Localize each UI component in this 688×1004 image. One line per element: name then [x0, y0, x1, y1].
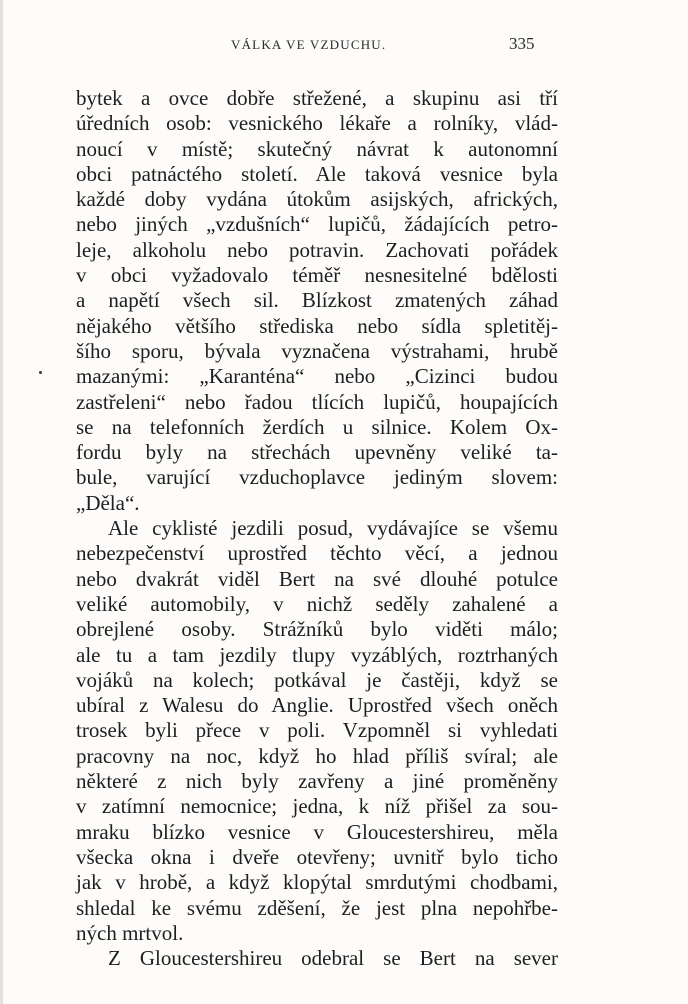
text-line: shledal ke svému zděšení, že jest plna nepohřbe- [76, 895, 558, 920]
text-line: ubíral z Walesu do Anglie. Uprostřed všech oněch [76, 693, 558, 718]
text-line: některé z nich byly zavřeny a jiné proměněny [76, 769, 558, 794]
text-line: pracovny na noc, když ho hlad příliš svíral; ale [76, 743, 558, 768]
page-edge-shadow [0, 0, 3, 1004]
text-line: bule, varující vzduchoplavce jediným slovem: [76, 465, 558, 490]
text-line: a napětí všech sil. Blízkost zmatených záhad [76, 288, 558, 313]
text-line: nebo jiných „vzdušních“ lupičů, žádajících petro- [76, 212, 558, 237]
text-line: v obci vyžadovalo téměř nesnesitelné bdělosti [76, 263, 558, 288]
text-line: zastřeleni“ nebo řadou tlících lupičů, houpajících [76, 389, 558, 414]
text-line: obci patnáctého století. Ale taková vesnice byla [76, 161, 558, 186]
text-line: úředních osob: vesnického lékaře a rolníky, vlád- [76, 111, 558, 136]
text-line: jak v hrobě, a když klopýtal smrdutými chodbami, [76, 870, 558, 895]
text-line: veliké automobily, v nichž seděly zahalené a [76, 591, 558, 616]
text-line: šího sporu, bývala vyznačena výstrahami, hrubě [76, 338, 558, 363]
text-line: nějakého většího střediska nebo sídla spletitěj- [76, 313, 558, 338]
text-line: se na telefonních žerdích u silnice. Kolem Ox- [76, 414, 558, 439]
text-line: všecka okna i dveře otevřeny; uvnitř bylo ticho [76, 844, 558, 869]
text-line: každé doby vydána útokům asijských, afrických, [76, 187, 558, 212]
text-line: obrejlené osoby. Strážníků bylo viděti málo; [76, 617, 558, 642]
text-line: mazanými: „Karanténa“ nebo „Cizinci budou [76, 364, 558, 389]
paragraph-last-line: ných mrtvol. [76, 920, 184, 945]
paragraph-first-line: Ale cyklisté jezdili posud, vydávajíce se všemu [108, 516, 558, 541]
paragraph-last-line: „Děla“. [76, 490, 140, 515]
running-header: VÁLKA VE VZDUCHU. [231, 37, 387, 52]
text-line: bytek a ovce dobře střežené, a skupinu asi tří [76, 86, 558, 110]
text-line: leje, alkoholu nebo potravin. Zachovati pořádek [76, 237, 558, 262]
text-line: trosek byli přece v poli. Vzpomněl si vyhledati [76, 718, 558, 743]
text-line: mraku blízko vesnice v Gloucestershireu, měla [76, 819, 558, 844]
text-line: nebo dvakrát viděl Bert na své dlouhé potulce [76, 566, 558, 591]
text-line: vojáků na kolech; potkával je častěji, když se [76, 667, 558, 692]
body-text [76, 86, 558, 971]
text-line: v zatímní nemocnice; jedna, k níž přišel za sou- [76, 794, 558, 819]
text-line: fordu byly na střechách upevněny veliké ta- [76, 440, 558, 465]
ink-speck [39, 371, 42, 374]
paragraph-first-line: Z Gloucestershireu odebral se Bert na sever [108, 946, 558, 971]
page-number: 335 [509, 34, 535, 53]
text-line: ale tu a tam jezdily tlupy vyzáblých, roztrhaných [76, 642, 558, 667]
text-line: nebezpečenství uprostřed těchto věcí, a jednou [76, 541, 558, 566]
text-line: noucí v místě; skutečný návrat k autonomní [76, 136, 558, 161]
